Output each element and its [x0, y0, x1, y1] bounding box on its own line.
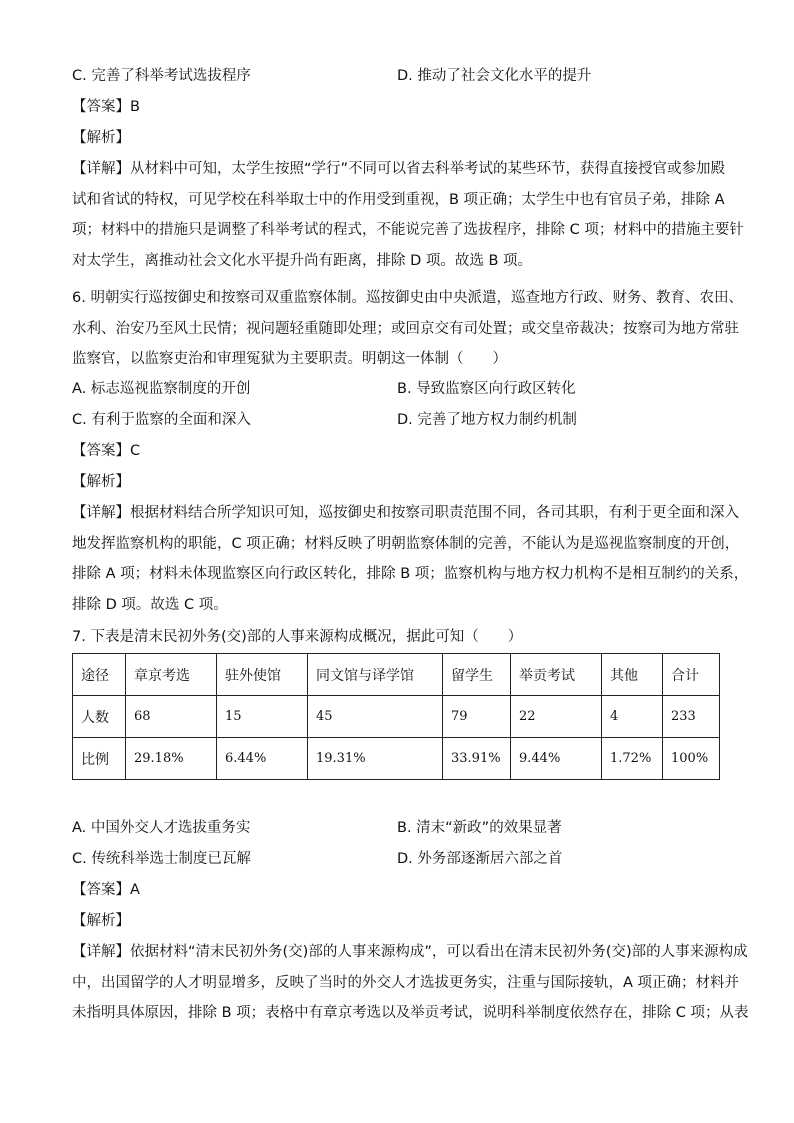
table-header-cell: 章京考选 [126, 654, 217, 696]
table-header-cell: 留学生 [443, 654, 511, 696]
table-header-row [73, 654, 720, 696]
table-header-cell: 合计 [663, 654, 720, 696]
table-header-cell: 同文馆与译学馆 [308, 654, 443, 696]
table-cell: 29.18% [126, 738, 217, 780]
table-row [73, 696, 720, 738]
q5-detail-line: 项；材料中的措施只是调整了科举考试的程式，不能说完善了选拔程序，排除 C 项；材料中的措施主要针 [72, 222, 744, 239]
q5-answer: 【答案】B [72, 99, 140, 115]
q5-option-c: C. 完善了科举考试选拔程序 [72, 68, 251, 84]
q7-detail-line: 未指明具体原因，排除 B 项；表格中有章京考选以及举贡考试，说明科举制度依然存在，排除 C 项；从表 [72, 1005, 749, 1022]
q6-option-d: D. 完善了地方权力制约机制 [397, 412, 577, 428]
table-header-cell: 其他 [602, 654, 663, 696]
q6-detail [72, 498, 749, 621]
q7-detail-line: 中，出国留学的人才明显增多，反映了当时的外交人才选拔更务实，注重与国际接轨，A 项正确；材料并 [72, 974, 740, 991]
table-cell: 9.44% [511, 738, 602, 780]
q6-stem [72, 283, 743, 375]
q5-analysis-heading: 【解析】 [72, 130, 130, 146]
table-cell: 4 [602, 696, 663, 738]
table-header-cell: 途径 [73, 654, 126, 696]
q6-stem-line: 6. 明朝实行巡按御史和按察司双重监察体制。巡按御史由中央派遣，巡查地方行政、财务、教育、农田、 [72, 290, 743, 306]
q7-option-c: C. 传统科举选士制度已瓦解 [72, 851, 251, 867]
q5-detail-line: 【详解】从材料中可知，太学生按照“学行”不同可以省去科举考试的某些环节，获得直接授官或参加殿 [72, 161, 726, 177]
table-cell: 33.91% [443, 738, 511, 780]
table-cell: 100% [663, 738, 720, 780]
table-cell: 68 [126, 696, 217, 738]
q7-option-d: D. 外务部逐渐居六部之首 [397, 851, 563, 867]
q6-detail-line: 【详解】根据材料结合所学知识可知，巡按御史和按察司职责范围不同，各司其职，有利于更全面和深入 [72, 505, 739, 521]
table-cell: 45 [308, 696, 443, 738]
table-cell: 22 [511, 696, 602, 738]
table-header-cell: 举贡考试 [511, 654, 602, 696]
table-cell: 233 [663, 696, 720, 738]
q6-analysis-heading: 【解析】 [72, 474, 130, 490]
table-row [73, 738, 720, 780]
q6-detail-line: 排除 A 项；材料未体现监察区向行政区转化，排除 B 项；监察机构与地方权力机构不是相互制约的关系， [72, 566, 749, 583]
q7-option-b: B. 清末“新政”的效果显著 [397, 820, 562, 836]
q7-detail [72, 937, 749, 1029]
table-cell: 15 [217, 696, 308, 738]
q5-detail [72, 154, 744, 277]
q6-option-c: C. 有利于监察的全面和深入 [72, 412, 251, 428]
q7-option-a: A. 中国外交人才选拔重务实 [72, 820, 251, 836]
q7-stem: 7. 下表是清末民初外务(交)部的人事来源构成概况，据此可知（ ） [72, 629, 523, 645]
q5-option-d: D. 推动了社会文化水平的提升 [397, 68, 592, 84]
q6-answer: 【答案】C [72, 443, 141, 459]
table-cell: 79 [443, 696, 511, 738]
table-cell: 19.31% [308, 738, 443, 780]
q7-detail-line: 【详解】依据材料“清末民初外务(交)部的人事来源构成”，可以看出在清末民初外务(交)部的人事来源构成 [72, 944, 748, 960]
q6-detail-line: 地发挥监察机构的职能，C 项正确；材料反映了明朝监察体制的完善，不能认为是巡视监察制度的开创， [72, 535, 740, 552]
personnel-source-table [72, 653, 720, 780]
q5-detail-line: 对太学生，离推动社会文化水平提升尚有距离，排除 D 项。故选 B 项。 [72, 253, 533, 270]
q5-detail-line: 试和省试的特权，可见学校在科举取士中的作用受到重视，B 项正确；太学生中也有官员子弟，排除 A [72, 191, 725, 208]
q7-analysis-heading: 【解析】 [72, 913, 130, 929]
q7-answer: 【答案】A [72, 882, 140, 898]
q6-stem-line: 监察官，以监察吏治和审理冤狱为主要职责。明朝这一体制（ ） [72, 351, 507, 368]
table-header-cell: 驻外使馆 [217, 654, 308, 696]
q6-stem-line: 水利、治安乃至风土民情；视问题轻重随即处理；或回京交有司处置；或交皇帝裁决；按察司为地方常驻 [72, 320, 739, 337]
q6-option-b: B. 导致监察区向行政区转化 [397, 381, 576, 397]
q6-detail-line: 排除 D 项。故选 C 项。 [72, 597, 228, 614]
q6-option-a: A. 标志巡视监察制度的开创 [72, 381, 251, 397]
table-cell: 比例 [73, 738, 126, 780]
table-cell: 人数 [73, 696, 126, 738]
table-cell: 1.72% [602, 738, 663, 780]
table-cell: 6.44% [217, 738, 308, 780]
